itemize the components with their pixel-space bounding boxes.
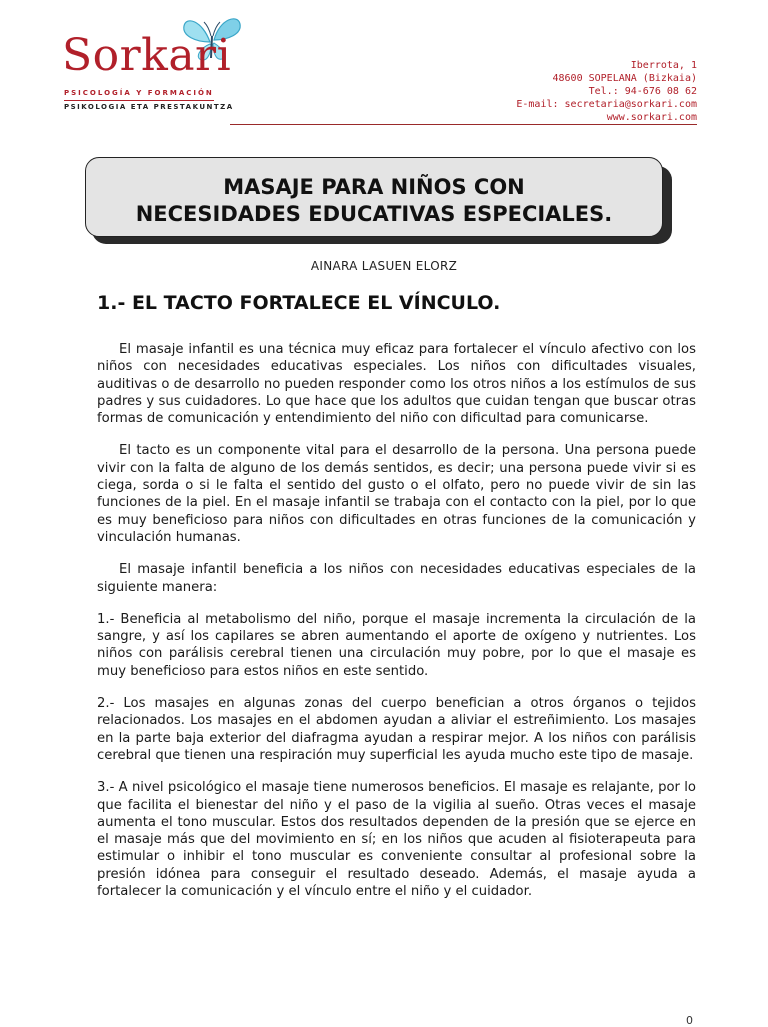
paragraph: El masaje infantil beneficia a los niños con necesidades educativas especiales de la siguiente manera:	[97, 562, 696, 595]
logo-tagline-eu: PSIKOLOGIA ETA PRESTAKUNTZA	[64, 103, 234, 111]
logo-tagline-es: PSICOLOGÍA Y FORMACIÓN	[64, 89, 214, 97]
list-item: 2.- Los masajes en algunas zonas del cuerpo benefician a otros órganos o tejidos relacionados. Los masajes en el abdomen ayudan a aliviar el estreñimiento. Los masajes en la parte baja exterior del diafragma ayudan a respirar mejor. A los niños con parálisis cerebral que tienen una respiración muy superficial les ayuda mucho este tipo de masaje.	[97, 696, 696, 763]
title-line-2: NECESIDADES EDUCATIVAS ESPECIALES.	[135, 202, 613, 226]
document-title	[86, 158, 662, 228]
contact-website[interactable]: www.sorkari.com	[606, 112, 697, 123]
logo-wordmark: Sorkari	[62, 30, 232, 81]
title-line-1: MASAJE PARA NIÑOS CON	[223, 175, 525, 199]
logo-divider	[64, 100, 214, 101]
contact-block	[437, 59, 697, 124]
contact-email[interactable]: E-mail: secretaria@sorkari.com	[516, 99, 697, 110]
title-box	[85, 157, 663, 237]
contact-city: 48600 SOPELANA (Bizkaia)	[552, 73, 697, 84]
paragraph: El tacto es un componente vital para el desarrollo de la persona. Una persona puede vivir con la falta de alguno de los demás sentidos, es decir; una persona puede vivir si es ciega, sorda o si le falta el sentido del gusto o el olfato, pero no puede vivir de sin las funciones de la piel. En el masaje infantil se trabaja con el contacto con la piel, por lo que es muy beneficioso para niños con dificultades en otras funciones de la comunicación y vinculación humanas.	[97, 443, 696, 545]
list-item: 1.- Beneficia al metabolismo del niño, porque el masaje incrementa la circulación de la sangre, y así los capilares se abren aumentando el aporte de oxígeno y nutrientes. Los niños con parálisis cerebral tienen una circulación muy pobre, por lo que el masaje es muy beneficioso para estos niños en este sentido.	[97, 611, 696, 679]
contact-phone: Tel.: 94-676 08 62	[588, 86, 697, 97]
contact-street: Iberrota, 1	[630, 60, 697, 71]
author-name: AINARA LASUEN ELORZ	[310, 259, 458, 273]
sorkari-logo	[62, 14, 262, 114]
list-item: 3.- A nivel psicológico el masaje tiene numerosos beneficios. El masaje es relajante, por lo que facilita el bienestar del niño y el paso de la vigilia al sueño. Otras veces el masaje aumenta el tono muscular. Estos dos resultados dependen de la presión que se ejerce en el masaje más que del movimiento en sí; en los niños que acuden al fisioterapeuta para estimular o inhibir el tono muscular es conveniente consultar al profesional sobre la presión idónea para conseguir el resultado deseado. Además, el masaje ayuda a fortalecer la comunicación y el vínculo entre el niño y el cuidador.	[97, 780, 696, 900]
body-text	[97, 341, 696, 915]
page-number: 0	[686, 1014, 693, 1027]
section-heading: 1.- EL TACTO FORTALECE EL VÍNCULO.	[97, 292, 501, 314]
paragraph: El masaje infantil es una técnica muy eficaz para fortalecer el vínculo afectivo con los niños con necesidades educativas especiales. Los niños con dificultades visuales, auditivas o de desarrollo no pueden responder como los otros niños a los estímulos de sus padres y sus cuidadores. Lo que hace que los adultos que cuidan tengan que buscar otras formas de comunicación y entendimiento del niño con dificultad para comunicarse.	[97, 342, 696, 427]
header-divider	[230, 124, 697, 125]
